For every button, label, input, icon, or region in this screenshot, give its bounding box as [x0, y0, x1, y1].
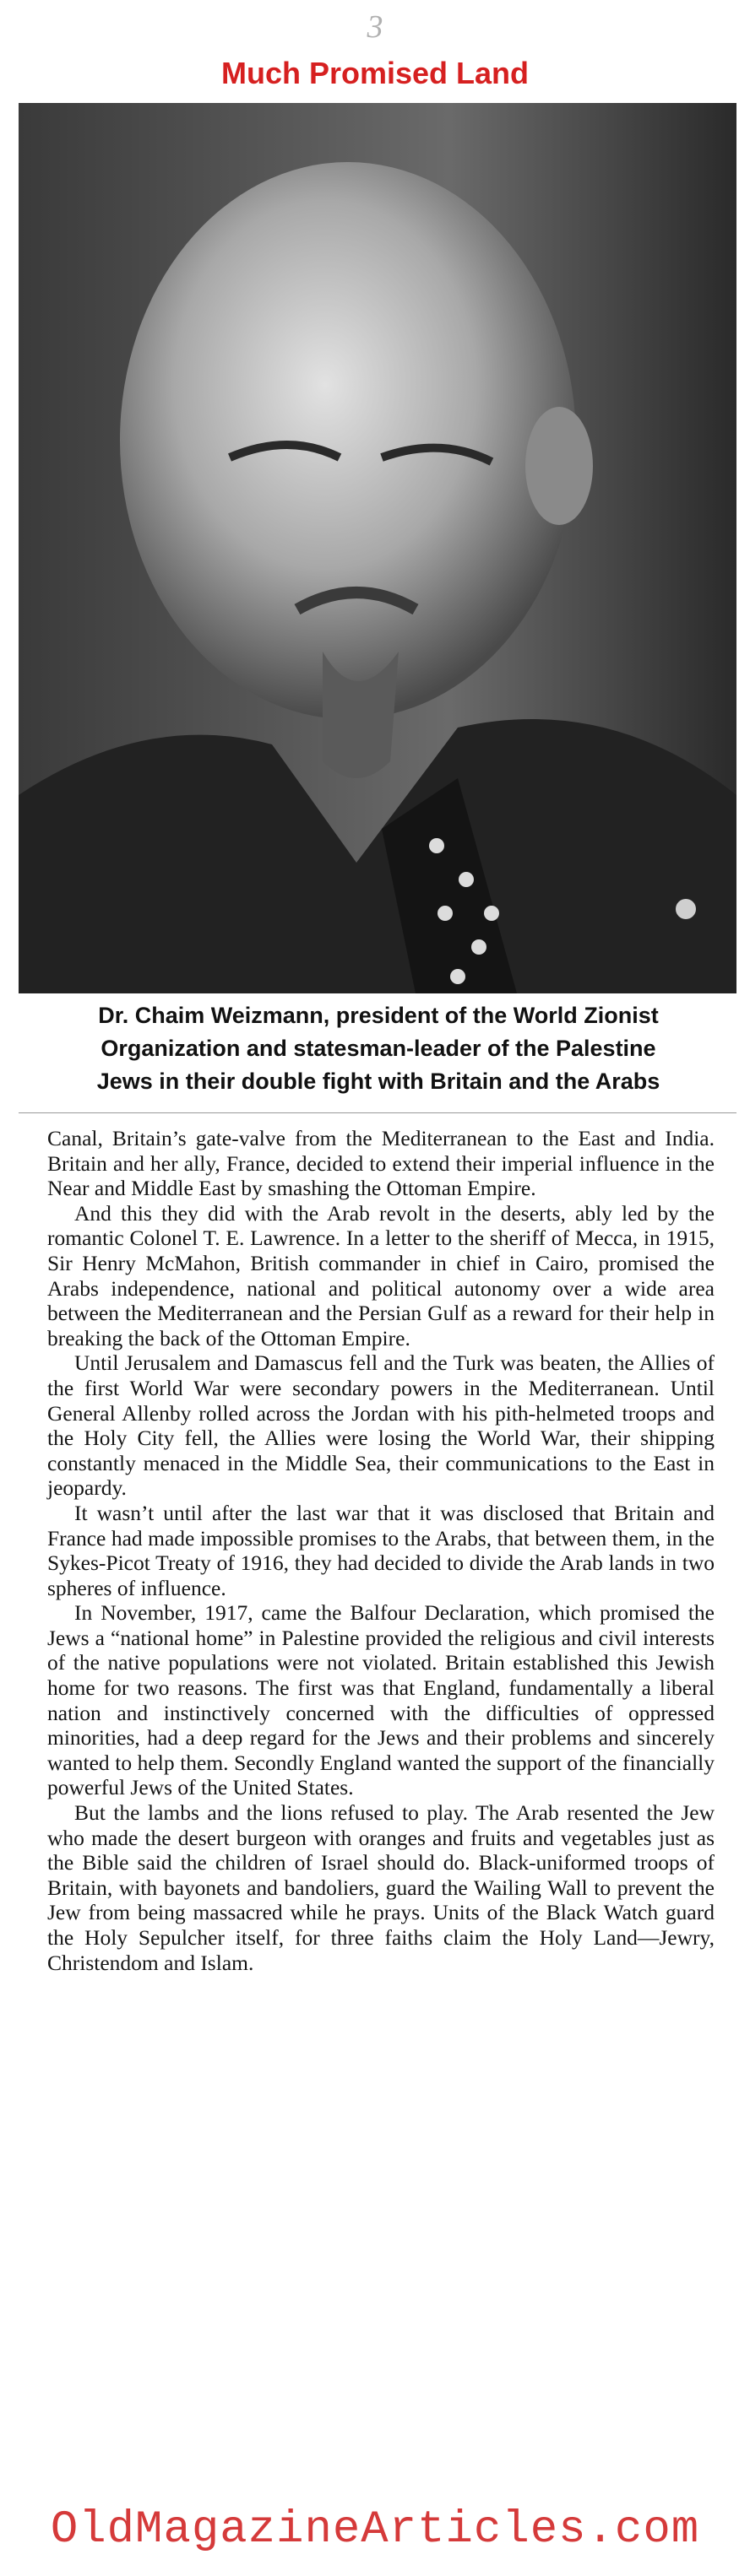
paragraph: But the lambs and the lions refused to play. The Arab resented the Jew who made the desert burgeon with oranges and fruits and vegetables just as the Bible said the children of Israel should do. Black-uniformed troops of Britain, with bayonets and bandoliers, guard the Wailing Wall to prevent the Jew from being massacred while he prays. Units of the Black Watch guard the Holy Sepulcher itself, for three faiths claim the Holy Land—Jewry, Christendom and Islam.	[47, 1800, 715, 1975]
caption-line: Dr. Chaim Weizmann, president of the World Zionist	[98, 1003, 659, 1028]
paragraph: In November, 1917, came the Balfour Declaration, which promised the Jews a “national home” in Palestine provided the religious and civil interests of the native populations were not violated. Britain established this Jewish home for two reasons. The first was that England, fundamentally a liberal nation and instinctively concerned with the difficulties of oppressed minorities, had a deep regard for the Jews and their problems and sincerely wanted to help them. Secondly England wanted the support of the financially powerful Jews of the United States.	[47, 1600, 715, 1800]
portrait-illustration	[19, 103, 736, 993]
site-watermark: OldMagazineArticles.com	[50, 2504, 700, 2556]
caption-line: Jews in their double fight with Britain and the Arabs	[96, 1069, 660, 1094]
photo-caption	[25, 999, 731, 1098]
page-number: 3	[367, 9, 383, 45]
article-headline: Much Promised Land	[220, 56, 530, 90]
caption-line: Organization and statesman-leader of the Palestine	[101, 1036, 656, 1061]
paragraph: It wasn’t until after the last war that it was disclosed that Britain and France had made impossible promises to the Arabs, that between them, in the Sykes-Picot Treaty of 1916, they had decided to divide the Arab lands in two spheres of influence.	[47, 1500, 715, 1600]
divider	[19, 1112, 736, 1113]
paragraph: Canal, Britain’s gate-valve from the Mediterranean to the East and India. Britain and her ally, France, decided to extend their imperial influence in the Near and Middle East by smashing the Ottoman Empire.	[47, 1126, 715, 1201]
article-body	[47, 1126, 715, 1975]
paragraph: And this they did with the Arab revolt in the deserts, ably led by the romantic Colonel T. E. Lawrence. In a letter to the sheriff of Mecca, in 1915, Sir Henry McMahon, British commander in chief in Cairo, promised the Arabs independence, national and political autonomy over a wide area between the Mediterranean and the Persian Gulf as a reward for their help in breaking the back of the Ottoman Empire.	[47, 1200, 715, 1350]
paragraph: Until Jerusalem and Damascus fell and the Turk was beaten, the Allies of the first World War were secondary powers in the Mediterranean. Until General Allenby rolled across the Jordan with his pith-helmeted troops and the Holy City fell, the Allies were losing the World War, their shipping constantly menaced in the Middle Sea, their communications to the East in jeopardy.	[47, 1350, 715, 1501]
portrait-photo	[19, 103, 736, 993]
